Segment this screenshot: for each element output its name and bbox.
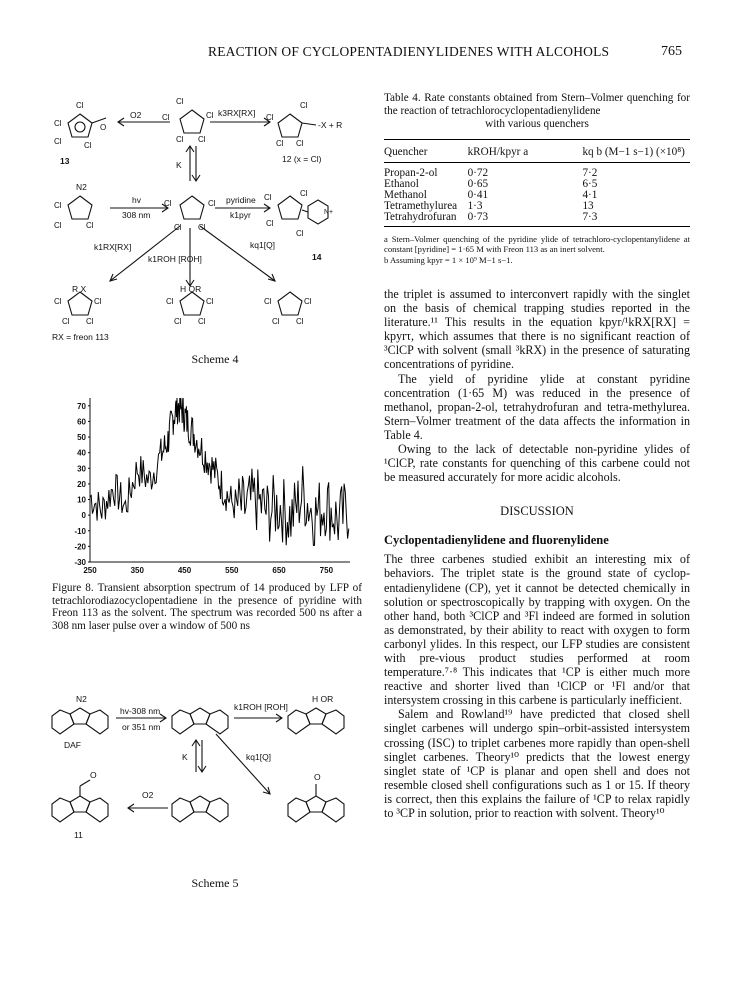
svg-text:Cl: Cl: [296, 139, 304, 148]
y-tick-label: -20: [74, 542, 86, 552]
s5-label-k1roh: k1ROH [ROH]: [234, 702, 288, 712]
cell-kq: 7·2: [582, 167, 598, 179]
label-k1rx: k1RX[RX]: [94, 242, 132, 252]
svg-text:Cl: Cl: [304, 297, 312, 306]
label-kq: kq1[Q]: [250, 240, 276, 250]
svg-text:Cl: Cl: [198, 317, 206, 326]
series-line: [90, 398, 349, 545]
ring-product-roh: [180, 292, 204, 315]
svg-text:Cl: Cl: [86, 317, 94, 326]
scheme-5-diagram: [50, 690, 370, 870]
ring-product-q: [278, 292, 302, 315]
label-k3: k3RX[RX]: [218, 108, 256, 118]
cell-quencher: Tetramethylurea: [384, 200, 458, 212]
figure-8-caption-text: Figure 8. Transient absorption spectrum of 14 produced by LFP of tetrachlorodiazocyclopentadiene in the presence of pyridine with Freon 113 as the solvent. The spectrum was recorded 500 ns after a 308 nm laser pulse over a window of 500 ns: [52, 582, 362, 632]
svg-text:Cl: Cl: [276, 139, 284, 148]
x-tick-label: 650: [272, 566, 286, 575]
svg-text:Cl: Cl: [76, 101, 84, 110]
s5-label-kq: kq1[Q]: [246, 752, 272, 762]
table-4: [384, 139, 690, 227]
figure-8-caption: [52, 582, 362, 632]
table-4-title-line2: with various quenchers: [485, 118, 589, 130]
ring-12: [278, 114, 302, 137]
svg-text:Cl: Cl: [272, 317, 280, 326]
col-quencher: Quencher: [384, 146, 428, 158]
scheme-4-caption: Scheme 4: [191, 352, 239, 366]
paragraph-5: Salem and Rowland¹⁹ have predicted that closed shell singlet carbenes will undergo spin–orbit-assisted intersystem crossing (ISC) to triplet carbenes more rapidly than open-shell singlet carbenes. Theory¹⁰ predicts that the lowest energy singlet state of ¹CP is planar and open shell and does not resemble closed shell configurations such as 1 or 15. If theory is correct, then this explains the failure of ¹CP to relax rapidly to ³CP in solution, prior to reaction with solvent. Theory¹⁰: [384, 707, 690, 820]
x-tick-label: 350: [130, 566, 144, 575]
scheme-5-caption: Scheme 5: [191, 876, 239, 890]
svg-text:Cl: Cl: [54, 137, 62, 146]
col-kq: kq b (M−1 s−1) (×10⁸): [582, 146, 685, 158]
svg-text:Cl: Cl: [206, 297, 214, 306]
table-4-title: [384, 92, 690, 131]
y-tick-label: 70: [77, 401, 86, 411]
paragraph-1: the triplet is assumed to interconvert rapidly with the singlet on the basis of chemical trapping studies reported in the literature.¹¹ This results in the equation kpyr/¹kRX[RX] = kpyrτ, which assumes that there is no significant reaction of ³ClCP with solvent (small ³kRX) in the presence of saturating concentrations of pyridine.: [384, 287, 690, 372]
y-tick-label: 60: [77, 417, 86, 427]
cell-quencher: Propan-2-ol: [384, 167, 438, 179]
label-cmp12: 12 (x = Cl): [282, 154, 322, 164]
svg-text:Cl: Cl: [208, 199, 216, 208]
table-footnote-b: b Assuming kpyr = 1 × 10⁹ M−1 s−1.: [384, 255, 513, 265]
label-n2: N2: [76, 182, 87, 192]
x-tick-label: 750: [319, 566, 334, 575]
svg-text:Cl: Cl: [264, 193, 272, 202]
svg-text:Cl: Cl: [174, 317, 182, 326]
table-4-title-line1: Table 4. Rate constants obtained from Stern–Volmer quenching for the reaction of tetrachlorocyclopentadienylidene: [384, 92, 690, 117]
svg-text:Cl: Cl: [198, 223, 206, 232]
s5-label-daf: DAF: [64, 740, 81, 750]
scheme-4-diagram: [50, 96, 370, 346]
table-row: [384, 212, 690, 227]
svg-text:Cl: Cl: [62, 317, 70, 326]
svg-text:Cl: Cl: [166, 297, 174, 306]
cell-ratio: 0·65: [467, 178, 489, 190]
cell-kq: 4·1: [582, 189, 598, 201]
y-tick-label: -30: [74, 558, 86, 567]
svg-text:Cl: Cl: [206, 111, 214, 120]
label-rx-def: RX = freon 113: [52, 332, 109, 342]
right-column: [384, 92, 690, 820]
cell-kq: 7·3: [582, 211, 598, 223]
svg-text:Cl: Cl: [54, 297, 62, 306]
ring-ylide: [278, 196, 302, 219]
svg-text:Cl: Cl: [176, 97, 184, 106]
label-r-x: R X: [72, 284, 87, 294]
x-tick-label: 450: [177, 566, 192, 575]
cell-ratio: 0·73: [467, 211, 489, 223]
svg-text:Cl: Cl: [300, 189, 308, 198]
col-ratio: kROH/kpyr a: [467, 146, 529, 158]
y-tick-label: 0: [81, 511, 86, 521]
cell-quencher: Ethanol: [384, 178, 419, 190]
svg-text:Cl: Cl: [300, 101, 308, 110]
label-cmp14: 14: [312, 252, 322, 262]
svg-text:Cl: Cl: [84, 141, 92, 150]
cell-kq: 13: [582, 200, 594, 212]
ring-singlet: [180, 196, 204, 219]
y-tick-label: 30: [77, 464, 86, 474]
svg-text:Cl: Cl: [164, 199, 172, 208]
ring-diazo: [68, 196, 92, 219]
s5-label-n2: N2: [76, 694, 87, 704]
y-tick-label: -10: [74, 526, 86, 536]
cell-quencher: Methanol: [384, 189, 427, 201]
cell-ratio: 1·3: [467, 200, 483, 212]
cell-quencher: Tetrahydrofuran: [384, 211, 457, 223]
label-plus-r: -X + R: [318, 120, 343, 130]
svg-text:Cl: Cl: [54, 201, 62, 210]
s5-label-cmp11: 11: [74, 830, 83, 840]
label-h-or: H OR: [180, 284, 202, 294]
label-k1roh: k1ROH [ROH]: [148, 254, 202, 264]
svg-text:Cl: Cl: [266, 113, 274, 122]
svg-text:Cl: Cl: [296, 229, 304, 238]
x-tick-label: 550: [225, 566, 239, 575]
cell-kq: 6·5: [582, 178, 598, 190]
svg-text:Cl: Cl: [296, 317, 304, 326]
label-hv: hv: [132, 195, 141, 205]
svg-text:Cl: Cl: [198, 135, 206, 144]
svg-text:Cl: Cl: [86, 221, 94, 230]
x-tick-label: 250: [83, 566, 97, 575]
svg-text:Cl: Cl: [264, 297, 272, 306]
paragraph-2: The yield of pyridine ylide at constant pyridine concentration (1·65 M) was reduced in the presence of methanol, propan-2-ol, tetrahydrofuran and tetra-methylurea. Stern–Volmer treatment of the data affects the information in Table 4.: [384, 371, 690, 442]
svg-text:Cl: Cl: [176, 135, 184, 144]
svg-text:O: O: [100, 123, 107, 132]
label-cmp13: 13: [60, 156, 70, 166]
svg-text:Cl: Cl: [94, 297, 102, 306]
figure-8-spectrum: [50, 390, 360, 576]
y-tick-label: 10: [77, 495, 86, 505]
label-308nm: 308 nm: [122, 210, 151, 220]
svg-text:Cl: Cl: [54, 221, 62, 230]
cell-ratio: 0·72: [467, 167, 489, 179]
svg-text:Cl: Cl: [54, 119, 62, 128]
y-tick-label: 20: [77, 479, 86, 489]
s5-label-o: O: [90, 770, 97, 780]
running-title: REACTION OF CYCLOPENTADIENYLIDENES WITH ALCOHOLS: [208, 44, 610, 59]
svg-text:Cl: Cl: [266, 219, 274, 228]
s5-label-o2: O2: [142, 790, 154, 800]
page-number: 765: [661, 44, 682, 59]
ring-carbene-top: [180, 110, 204, 133]
y-tick-label: 40: [77, 448, 86, 458]
label-o2: O2: [130, 110, 142, 120]
discussion-heading: DISCUSSION: [500, 504, 574, 519]
table-row: [384, 179, 690, 190]
paragraph-3: Owing to the lack of detectable non-pyridine ylides of ¹ClCP, rate constants for quenching of this carbene could not be measured accurately for more acidic alcohols.: [384, 442, 690, 485]
ring-13: [68, 114, 92, 137]
s5-label-K: K: [182, 752, 188, 762]
svg-text:O: O: [314, 772, 321, 782]
svg-text:Cl: Cl: [162, 113, 170, 122]
subsection-heading: Cyclopentadienylidene and fluorenylidene: [384, 533, 609, 548]
s5-label-h-or: H OR: [312, 694, 334, 704]
label-pyridine: pyridine: [226, 195, 256, 205]
table-footnote-a: a Stern–Volmer quenching of the pyridine ylide of tetrachloro-cyclopentanylidene at constant [pyridine] = 1·65 M with Freon 113 as an inert solvent.: [384, 234, 690, 254]
cell-ratio: 0·41: [467, 189, 489, 201]
s5-label-hv: hv-308 nm: [120, 706, 161, 716]
paragraph-4: The three carbenes studied exhibit an interesting mix of behaviors. The triplet state is the ground state of cyclop-entadienylidene (CP), yet it cannot be detected chemically in solution or spectroscopically by trapping with oxygen. On the other hand, both ³ClCP and ³Fl indeed are formed in solution as demonstrated, by their ability to react with oxygen to form carbonyl ylides. In this respect, our LFP studies are consistent with pre-vious product studies performed at room temperature.⁷·⁸ This indicates that ¹CP is either much more reactive and shorter lived than ¹ClCP or ¹Fl and/or that intersystem crossing in this carbene is particularly inefficient.: [384, 552, 690, 708]
s5-label-or: or 351 nm: [122, 722, 161, 732]
svg-text:Cl: Cl: [174, 223, 182, 232]
svg-text:N+: N+: [324, 209, 334, 216]
table-row: [384, 163, 690, 180]
y-tick-label: 50: [77, 433, 86, 443]
label-kpyr: k1pyr: [230, 210, 251, 220]
label-K: K: [176, 160, 182, 170]
ring-product-rx: [68, 292, 92, 315]
